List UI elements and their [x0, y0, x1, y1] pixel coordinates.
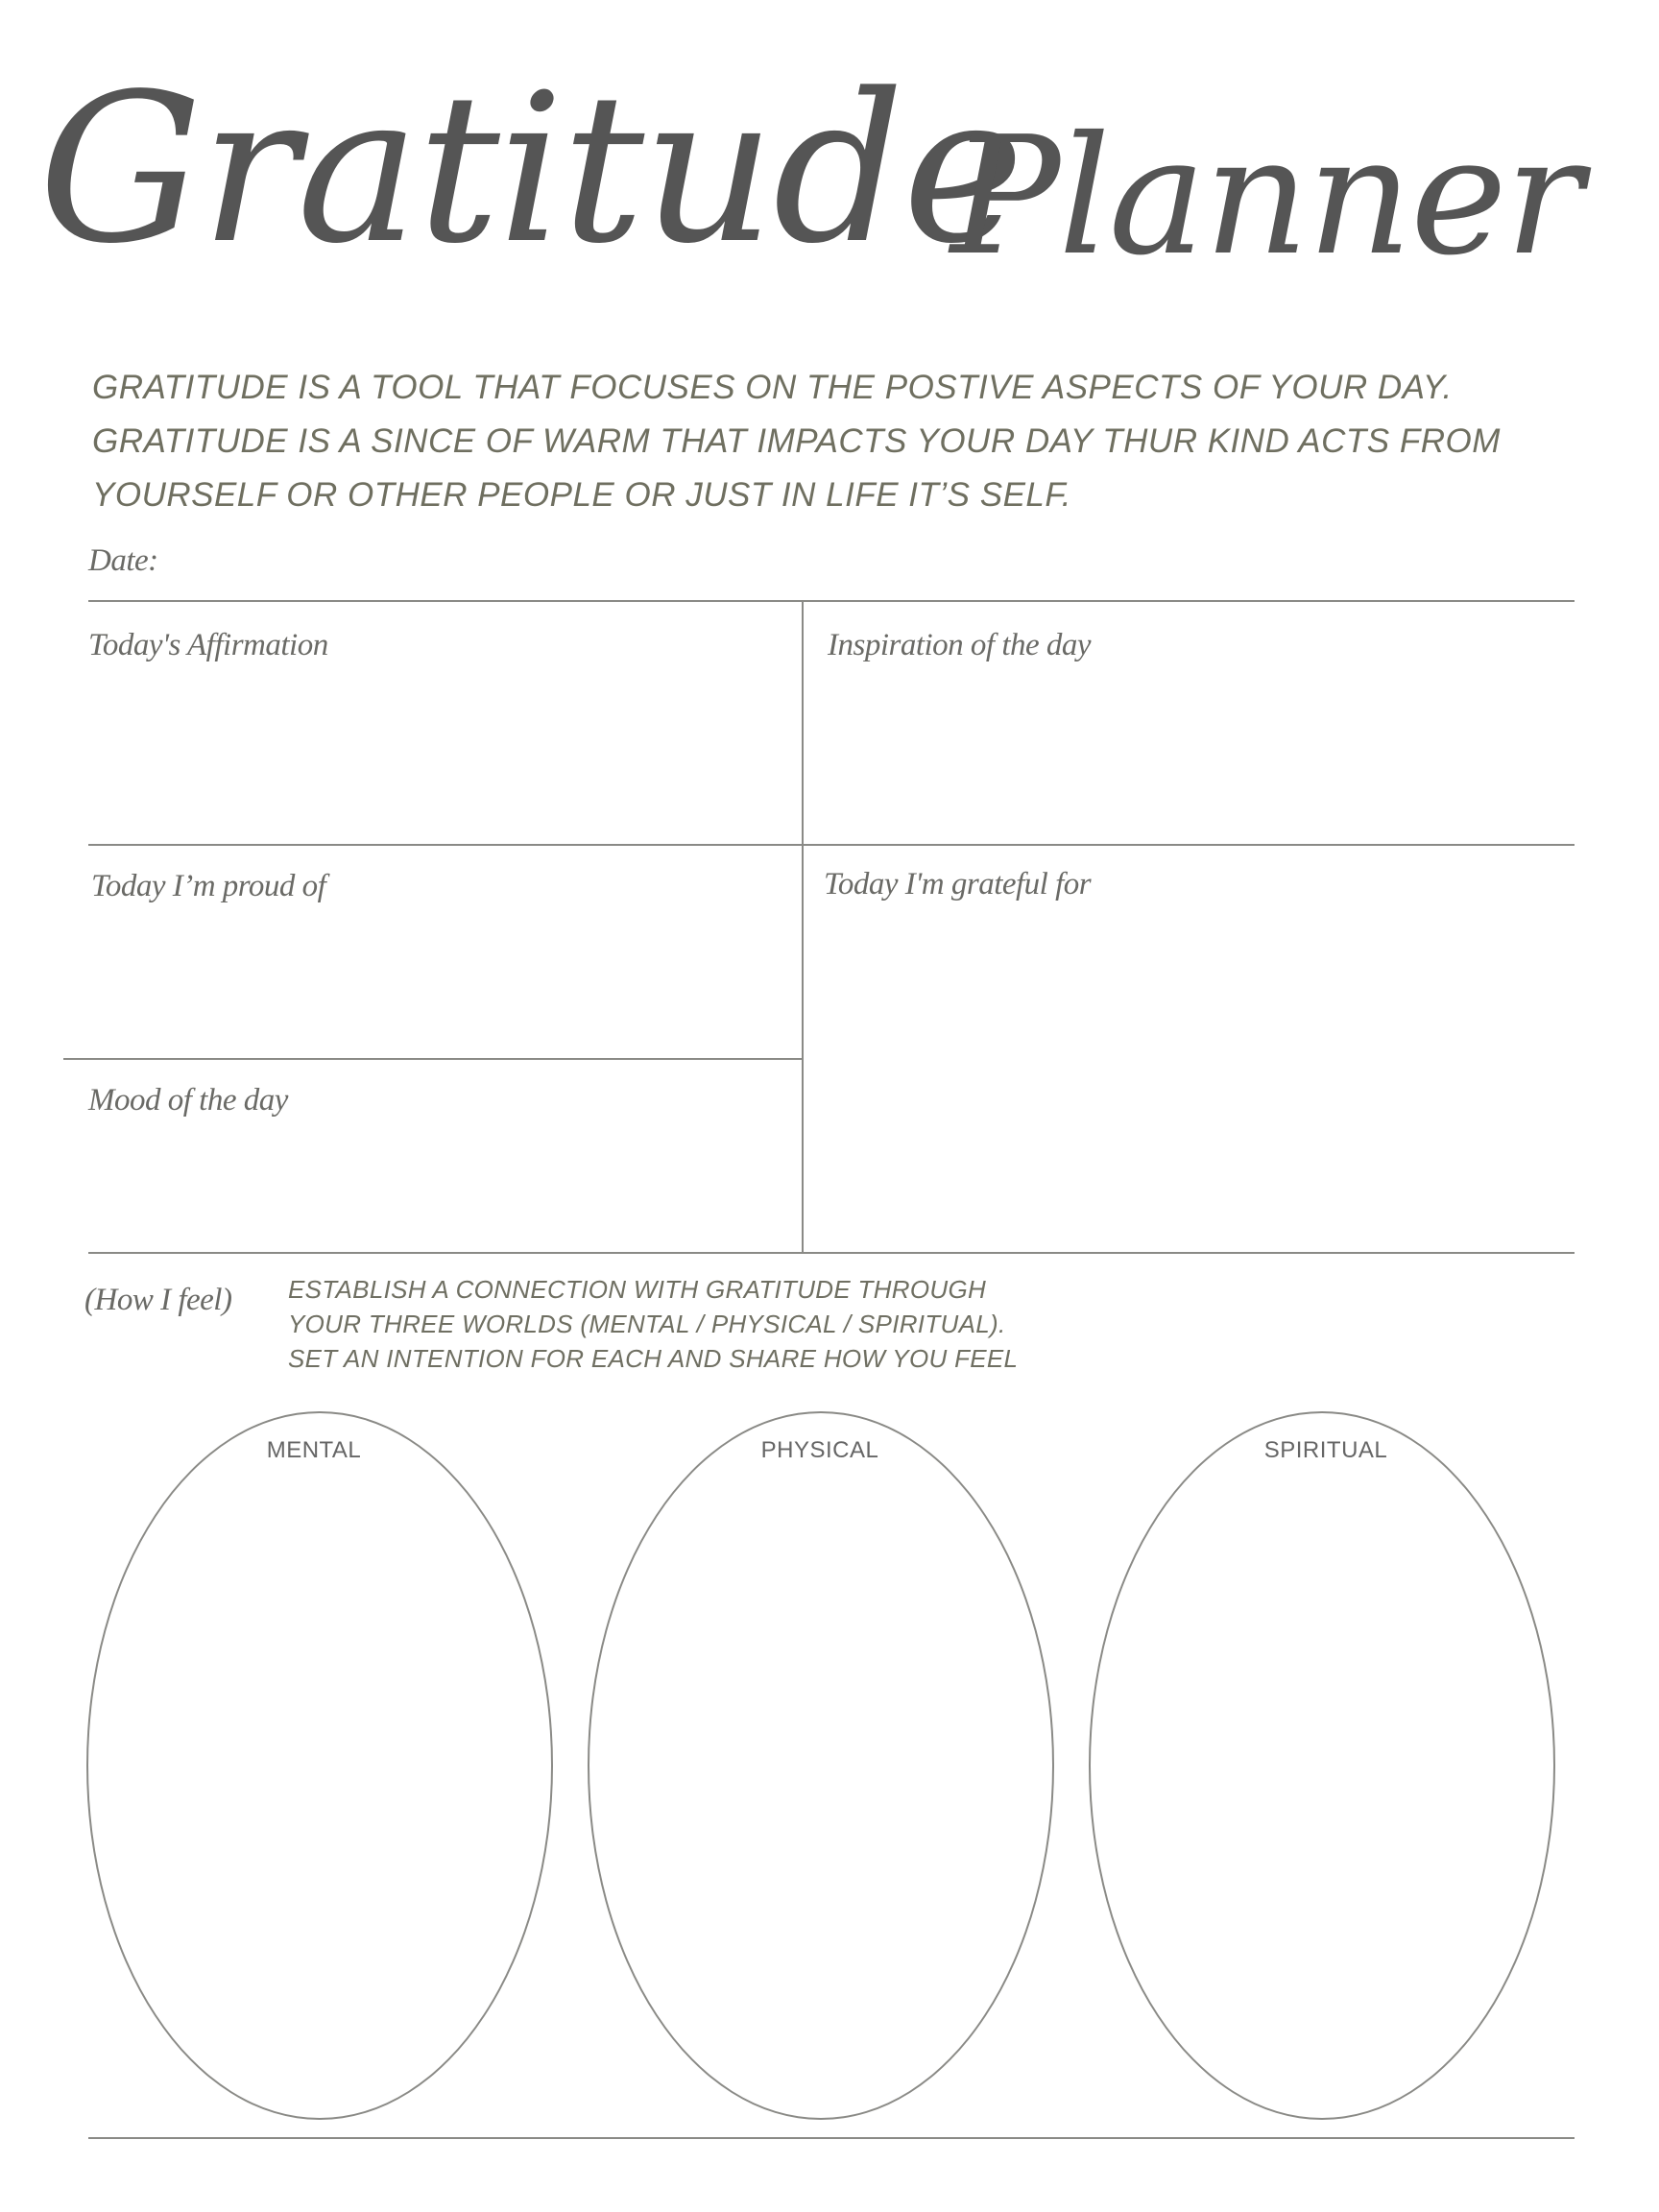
- divider-left-lower: [63, 1058, 803, 1060]
- divider-bottom-grid: [88, 1252, 1575, 1254]
- intro-text: [92, 361, 1628, 522]
- how-i-feel-label: (How I feel): [84, 1283, 232, 1317]
- oval-label-spiritual: SPIRITUAL: [1263, 1437, 1388, 1463]
- oval-physical[interactable]: [588, 1411, 1054, 2120]
- divider-middle: [88, 844, 1575, 846]
- divider-top: [88, 600, 1575, 602]
- section-label-proud[interactable]: Today I’m proud of: [91, 869, 326, 903]
- instructions-text: [288, 1272, 1018, 1376]
- title-word-gratitude: Gratitude: [38, 50, 1022, 289]
- page-title: [38, 50, 1632, 317]
- intro-line: GRATITUDE IS A TOOL THAT FOCUSES ON THE POSTIVE ASPECTS OF YOUR DAY.: [92, 369, 1453, 406]
- section-label-affirmation[interactable]: Today's Affirmation: [88, 628, 328, 662]
- title-word-planner: Planner: [950, 102, 1581, 292]
- oval-spiritual[interactable]: [1089, 1411, 1555, 2120]
- section-label-mood[interactable]: Mood of the day: [88, 1083, 288, 1118]
- oval-mental[interactable]: [86, 1411, 553, 2120]
- intro-line: GRATITUDE IS A SINCE OF WARM THAT IMPACTS YOUR DAY THUR KIND ACTS FROM: [92, 422, 1501, 460]
- date-label[interactable]: Date:: [88, 543, 158, 578]
- oval-label-physical: PHYSICAL: [760, 1437, 879, 1463]
- divider-page-bottom: [88, 2137, 1575, 2139]
- intro-line: YOURSELF OR OTHER PEOPLE OR JUST IN LIFE IT’S SELF.: [92, 476, 1071, 514]
- section-label-inspiration[interactable]: Inspiration of the day: [828, 628, 1092, 662]
- oval-label-mental: MENTAL: [266, 1437, 362, 1463]
- instructions-line: YOUR THREE WORLDS (MENTAL / PHYSICAL / SPIRITUAL).: [288, 1310, 1006, 1338]
- section-label-grateful[interactable]: Today I'm grateful for: [824, 867, 1092, 902]
- instructions-line: SET AN INTENTION FOR EACH AND SHARE HOW YOU FEEL: [288, 1344, 1019, 1373]
- divider-center-vertical: [802, 600, 804, 1253]
- instructions-line: ESTABLISH A CONNECTION WITH GRATITUDE THROUGH: [288, 1275, 987, 1304]
